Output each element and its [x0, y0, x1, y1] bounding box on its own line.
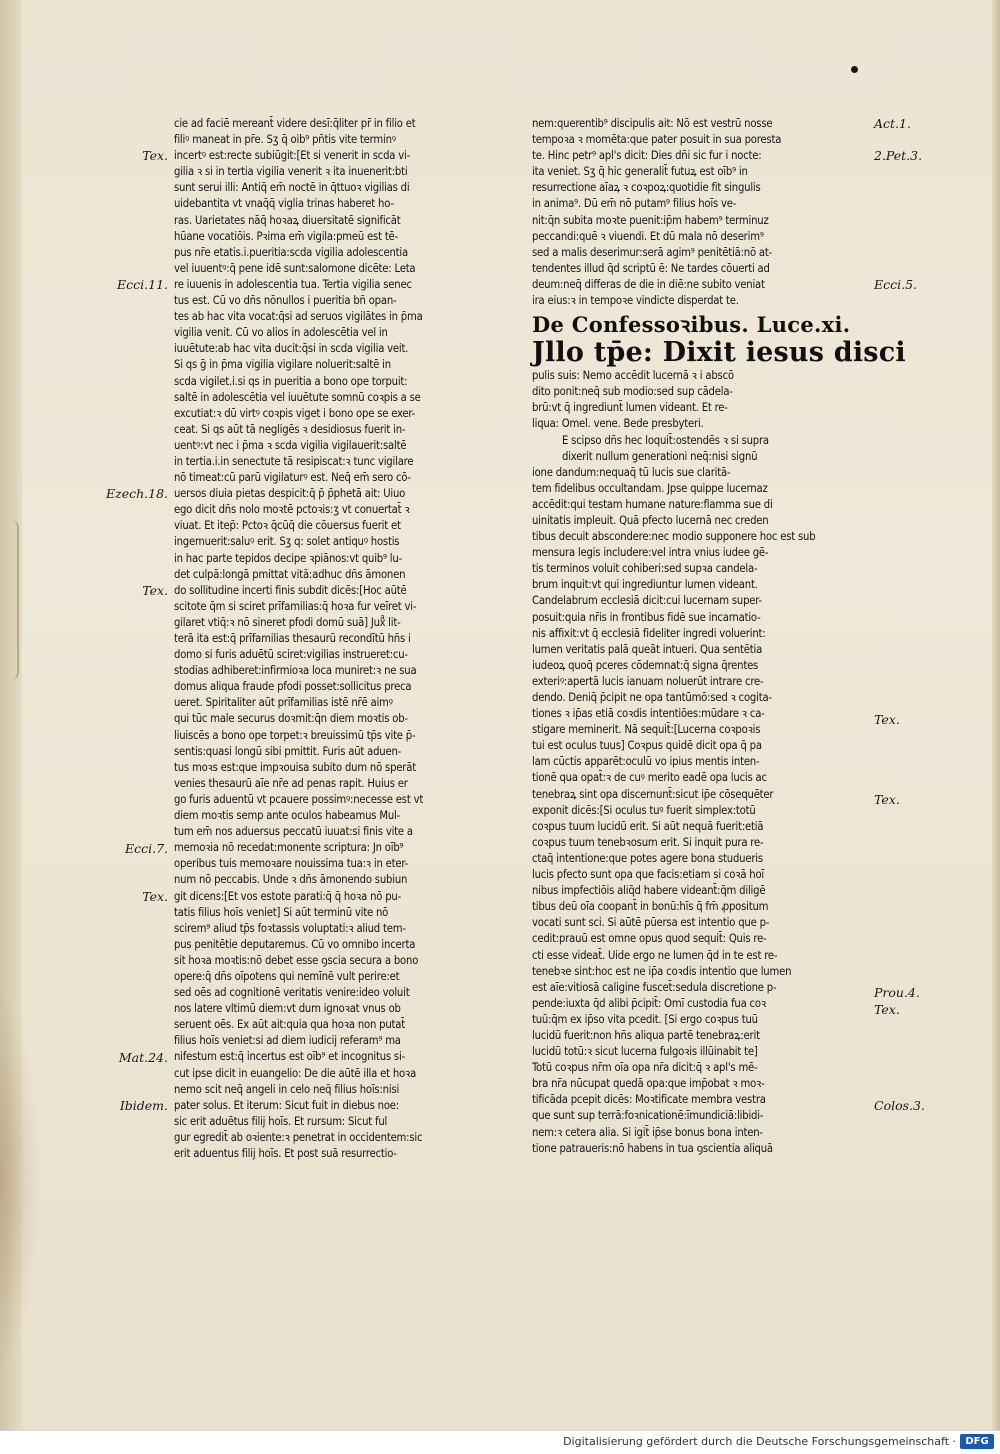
text-line: nō timeat:cū parū vigilaturꝰ est. Neq̄ em̄ sero cō-	[174, 471, 411, 485]
text-line: que sunt sup terrā:foꝛnicationē:īmundiciā:libidi-	[532, 1109, 764, 1123]
text-line: brū:vt q̄ ingrediunt̄ lumen videant. Et re-	[532, 401, 728, 415]
text-line: dito ponit:neq̄ sub modio:sed sup cādela-	[532, 385, 733, 399]
text-line: Si qs ḡ in p̄ma vigilia vigilare noluerit:saltē in	[174, 358, 391, 372]
text-line: scirem⁹ aliud tp̄s foꝛtassis voluptati:ꝛ aliud tem-	[174, 921, 406, 935]
text-line: tenebꝛe sint:hoc est ne ip̄a coꝛdis intentio que lumen	[532, 964, 792, 978]
text-line: posuit:quia nr̄is in frontibus fidē sue incarnatio-	[532, 610, 761, 624]
text-line: vel iuuentꝰ:q̄ pene idē sunt:salomone dicēte: Leta	[174, 261, 416, 275]
dfg-logo: DFG	[960, 1434, 994, 1449]
text-line: tui est oculus tuus] Coꝛpus quidē dicit opa q̄ pa	[532, 739, 762, 753]
text-line: brum inquit:vt qui ingrediuntur lumen videant.	[532, 578, 758, 592]
text-line: in hac parte tepidos decipe ꝛpiānos:vt quib⁹ lu-	[174, 551, 403, 565]
text-line: cie ad faciē mereant̄ videre desī:q̄liter pr̄ in filio et	[174, 117, 416, 130]
text-line: sunt serui illi: Antiq̄ em̄ noctē in q̄ttuoꝛ vigilias di	[174, 181, 410, 195]
text-line: git dicens:[Et vos estote parati:q̄ q̄ hoꝛa nō pu-	[174, 889, 402, 903]
text-line: opere:q̄ dn̄s oīpotens qui nemīnē vult perire:et	[174, 969, 400, 983]
text-line: gilaret vtiq̄:ꝛ nō sineret pfodi domū suā] Juxͣ lit-	[174, 615, 401, 629]
text-line: tus est. Cū vo dn̄s nōnullos i pueritia bn̄ opan-	[174, 294, 397, 308]
margin-reference: Tex.	[874, 1001, 900, 1017]
ink-dot	[851, 66, 858, 73]
text-line: iudeoꝝ quoq̄ pceres cōdemnat:q̄ signa q̄rentes	[532, 658, 759, 672]
text-line: nem:querentib⁹ discipulis ait: Nō est vestrū nosse	[532, 117, 773, 130]
text-line: tum em̄ nos aduersus peccatū iuuat:si finis vite a	[174, 825, 413, 839]
text-line: hūane vocatiōis. Pꝛima em̄ vigila:pmeū est tē-	[174, 229, 398, 243]
text-line: seruent oēs. Ex aūt ait:quia qua hoꝛa non putat̄	[174, 1018, 405, 1032]
text-line: exteriꝰ:apertā lucis ianuam noluerūt intrare cre-	[532, 674, 764, 688]
margin-reference: Ecci.5.	[874, 277, 918, 292]
text-line: scitote q̄m si sciret prīfamilias:q̄ hoꝛa fur veīret vi-	[174, 599, 417, 613]
text-line: tem fidelibus occultandam. Jpse quippe lucernaz	[532, 481, 768, 495]
text-line: cedit:prauū est omne opus quod sequit̄: Quis re-	[532, 932, 767, 946]
text-line: Totū coꝛpus nr̄m oīa opa nr̄a dicit:q̄ ꝛ apl's mē-	[532, 1061, 758, 1075]
gospel-incipit: Jllo tp̄e: Dixit iesus disci	[532, 337, 906, 369]
text-line: lucidū fuerit:non hn̄s aliqua partē tenebraꝝ:erit	[532, 1028, 760, 1042]
text-line: nis affixit:vt q̄ ecclesiā fideliter ingredi voluerint:	[532, 626, 766, 640]
text-line: resurrectione aīaꝝ ꝛ coꝛpoꝝ:quotidie fit singulis	[532, 181, 761, 195]
text-line: ueret. Spiritaliter aūt prīfamilias istē nr̄ē aimꝰ	[174, 696, 393, 710]
text-line: domus aliqua fraude pfodi posset:sollicitus preca	[174, 680, 412, 694]
text-line: excutiat:ꝛ dū virtꝰ coꝛpis viget i bono ope se exer-	[174, 406, 416, 420]
text-line: venies thesaurū aīe nr̄e ad penas rapit. Huius er	[174, 776, 408, 790]
text-line: nit:q̄n subita moꝛte puenit:ip̄m habem⁹ terminuz	[532, 213, 769, 227]
text-line: lam cūctis apparēt:oculū vo ipius mentis inten-	[532, 755, 760, 769]
text-line: memoꝛia nō recedat:monente scriptura: Jn oīb⁹	[174, 841, 404, 855]
text-line: sed a malis deserimur:serā agim⁹ penitētiā:nō at-	[532, 245, 773, 259]
text-line: incertꝰ est:recte subiūgit:[Et si venerit in scda vi-	[174, 149, 411, 163]
text-line: tibus decuit abscondere:nec modio supponere hoc est sub	[532, 530, 816, 544]
text-line: bra nr̄a nūcupat quedā opa:que imp̄obat ꝛ moꝛ-	[532, 1077, 765, 1091]
text-line: stigare meminerit. Nā sequit̄:[Lucerna coꝛpoꝛis	[532, 723, 761, 737]
text-line: lumen veritatis palā queāt intueri. Qua sentētia	[532, 642, 763, 656]
text-line: stodias adhiberet:infirmioꝛa loca muniret:ꝛ ne sua	[174, 664, 417, 678]
text-line: peccandi:quē ꝛ viuendi. Et dū mala nō deserim⁹	[532, 229, 764, 243]
left-text-column	[174, 116, 524, 1162]
text-line: tatis filius hoīs veniet] Si aūt terminū vite nō	[174, 905, 389, 919]
text-line: tendentes illud q̄d scriptū ē: Ne tardes cōuerti ad	[532, 261, 770, 275]
text-line: accēdit:qui testam humane nature:flamma sue di	[532, 497, 773, 511]
text-line: sic erit aduētus filij hoīs. Et rursum: Sicut ful	[174, 1114, 388, 1128]
gospel-text	[532, 368, 877, 432]
text-line: go furis aduentū vt pcauere possimꝰ:necesse est vt	[174, 792, 424, 806]
text-line: sed oēs ad cognitionē veritatis venire:ideo voluit	[174, 986, 410, 1000]
text-line: liqua: Omel. vene. Bede presbyteri.	[532, 417, 704, 431]
text-line: exponit dicēs:[Si oculus tuꝰ fuerit simplex:totū	[532, 803, 756, 817]
margin-reference: Ibidem.	[119, 1098, 168, 1114]
margin-reference: Tex.	[874, 711, 900, 727]
text-line: Candelabrum ecclesiā dicit:cui lucernam super-	[532, 594, 762, 608]
text-line: lucidū totū:ꝛ sicut lucerna fulgoꝛis illūinabit te]	[532, 1045, 758, 1059]
text-line: uersos diuia pietas despicit:q̄ p̄ p̄phetā ait: Uiuo	[174, 487, 406, 501]
page-edge-tab	[3, 520, 19, 680]
text-line: det culpā:longā pmittat vitā:adhuc dn̄s āmonen	[174, 567, 406, 581]
margin-reference: Ecci.7.	[124, 840, 168, 856]
text-line: terā ita est:q̄ prīfamilias thesaurū recondītū hn̄s i	[174, 632, 411, 645]
text-line: pende:iuxta q̄d alibi p̄cipit̄: Omī custodia fua coꝛ	[532, 996, 766, 1010]
text-line: E scipso dn̄s hec loquit̄:ostendēs ꝛ si supra	[562, 433, 769, 447]
text-line: coꝛpus tuum tenebꝛosum erit. Si inquit pura re-	[532, 835, 764, 849]
text-line: dendo. Deniq̄ p̄cipit ne opa tantūmō:sed ꝛ cogita-	[532, 691, 772, 704]
margin-reference: Tex.	[142, 582, 168, 598]
footer-credit: Digitalisierung gefördert durch die Deutsche Forschungsgemeinschaft ·	[563, 1435, 956, 1448]
text-line: do sollitudine incerti finis subdit dicēs:[Hoc aūtē	[174, 583, 407, 597]
margin-reference: Tex.	[142, 148, 168, 164]
margin-reference: 2.Pet.3.	[874, 148, 923, 164]
text-line: scda vigilet.i.si qs in pueritia a bono ope torpuit:	[174, 374, 408, 388]
text-line: ira eius:ꝛ in tempoꝛe vindicte disperdat te.	[532, 294, 739, 308]
paper-stain	[0, 990, 40, 1370]
text-line: nos latere vltimū diem:vt dum ignoꝛat vnus ob	[174, 1002, 401, 1016]
text-line: ingemuerit:saluꝰ erit. Sʒ q: solet antiquꝰ hostis	[174, 535, 400, 549]
text-line: in anima⁹. Dū em̄ nō putam⁹ filius hoīs ve-	[532, 197, 737, 211]
text-line: te. Hinc petr⁹ apl's dicit: Dies dn̄i sic fur i nocte:	[532, 149, 762, 163]
text-line: erit aduentus filij hoīs. Et post suā resurrectio-	[174, 1147, 397, 1160]
right-column-top-paragraph	[532, 116, 877, 309]
digitization-footer	[0, 1430, 1000, 1454]
text-line: mensura legis includere:vel intra vnius iudee gē-	[532, 546, 769, 560]
text-line: pus nr̄e etatis.i.pueritia:scda vigilia adolescentia	[174, 245, 408, 259]
text-line: saltē in adolescētia vel iuuētute somnū coꝛpis a se	[174, 390, 421, 404]
text-line: tificāda pcepit dicēs: Moꝛtificate membra vestra	[532, 1093, 766, 1107]
text-line: uentꝰ:vt nec i p̄ma ꝛ scda vigilia vigilauerit:saltē	[174, 438, 407, 452]
text-line: filius hoīs veniet:si ad diem iudicij referam⁹ ma	[174, 1034, 401, 1048]
text-line: lucis pfecto sunt opa que facis:etiam si coꝛā hoī	[532, 868, 765, 882]
text-line: filiꝰ maneat in pr̄e. Sʒ q̄ oib⁹ pn̄tis vite terminꝰ	[174, 133, 396, 147]
text-line: uidebantita vt vnaq̄q̄ viglia trinas haberet ho-	[174, 197, 394, 211]
text-line: tenebraꝝ sint opa discernunt̄:sicut ip̄e cōsequēter	[532, 787, 774, 801]
margin-reference: Tex.	[142, 888, 168, 904]
section-heading: De Confessoꝛibus. Luce.xi.	[532, 312, 851, 338]
text-line: num nō peccabis. Unde ꝛ dn̄s āmonendo subiun	[174, 873, 408, 887]
margin-reference: Mat.24.	[118, 1049, 168, 1065]
margin-reference: Prou.4.	[874, 985, 920, 1001]
text-line: ceat. Si qs aūt tā negligēs ꝛ desidiosus fuerit in-	[174, 422, 406, 436]
homily-text	[532, 433, 877, 1157]
text-line: ras. Uarietates nāq̄ hoꝛaꝝ diuersitatē significāt	[174, 213, 401, 227]
text-line: vocati sunt sci. Si aūtē pūersa est intentio que p-	[532, 916, 770, 930]
text-line: nibus impfectiōis aliq̄d habere videant̄:q̄m diligē	[532, 884, 766, 898]
text-line: pater solus. Et iterum: Sicut fuit in diebus noe:	[174, 1098, 399, 1112]
margin-reference: Ezech.18.	[105, 486, 168, 502]
text-line: cut ipse dicit in euangelio: De die aūtē illa et hoꝛa	[174, 1066, 417, 1080]
text-line: domo si furis aduētū sciret:vigilias instrueret:cu-	[174, 648, 408, 662]
text-line: qui tūc male securus doꝛmit:q̄n diem moꝛtis ob-	[174, 712, 408, 726]
text-line: pus penitētie deputaremus. Cū vo omnibo incerta	[174, 937, 416, 951]
text-line: ctaq̄ intentione:que potes agere bona studueris	[532, 851, 763, 865]
text-line: gilia ꝛ si in tertia vigilia venerit ꝛ ita inuenerit:bti	[174, 165, 408, 179]
text-line: tionē qua opat̄:ꝛ de cuꝰ merito eadē opa lucis ac	[532, 771, 767, 785]
text-line: deum:neq̄ differas de die in diē:ne subito veniat	[532, 277, 765, 291]
text-line: tis terminos voluit cohiberi:sed supꝛa candela-	[532, 562, 758, 576]
text-line: liuiscēs a bono ope torpet:ꝛ breuissimū tp̄s vite p̄-	[174, 728, 416, 742]
text-line: tione patraueris:nō habens in tua ꝯscientia aliquā	[532, 1141, 773, 1155]
margin-reference: Act.1.	[874, 116, 911, 131]
margin-reference: Ecci.11.	[117, 277, 168, 292]
text-line: dixerit nullum generationi neq̄:nisi signū	[562, 449, 758, 463]
text-line: uinitatis impleuit. Quā pfecto lucernā nec creden	[532, 513, 769, 527]
text-line: ione dandum:nequaq̄ tū lucis sue claritā-	[532, 465, 731, 479]
text-line: nifestum est:q̄ incertus est oīb⁹ et incognitus si-	[174, 1050, 406, 1064]
margin-reference: Tex.	[874, 792, 900, 808]
text-line: est aīe:vitiosā caligine fuscet̄:sedula discretione p-	[532, 980, 777, 994]
text-line: in tertia.i.in senectute tā resipiscat:ꝛ tunc vigilare	[174, 454, 414, 468]
text-line: re iuuenis in adolescentia tua. Tertia vigilia senec	[174, 277, 412, 291]
text-line: diem moꝛtis semp ante oculos habeamus Mul-	[174, 809, 401, 823]
text-line: ego dicit dn̄s nolo moꝛtē pctoꝛis:ʒ vt conuertat̄ ꝛ	[174, 503, 410, 517]
text-line: gur egredit̄ ab oꝛiente:ꝛ penetrat in occidentem:sic	[174, 1130, 423, 1144]
text-line: cti esse videat̄. Uide ergo ne lumen q̄d in te est re-	[532, 948, 778, 962]
text-line: sentis:quasi longū sibi pmittit. Furis aūt aduen-	[174, 744, 402, 758]
text-line: tiones ꝛ ip̄as etiā coꝛdis intentiōes:mūdare ꝛ ca-	[532, 707, 765, 721]
margin-reference: Colos.3.	[874, 1098, 925, 1114]
text-line: tempoꝛa ꝛ momēta:que pater posuit in sua poresta	[532, 133, 782, 147]
text-line: ita veniet. Sʒ q̄ hic generalit̄ futuꝝ est oīb⁹ in	[532, 165, 748, 179]
text-line: coꝛpus tuum lucidū erit. Si aūt nequā fuerit:etiā	[532, 819, 764, 833]
text-line: tus moꝛs est:que impꝛouisa subito dum nō sperāt	[174, 760, 416, 774]
text-line: tuū:q̄m ex ip̄so vita pcedit. [Si ergo coꝛpus tuū	[532, 1012, 758, 1026]
text-line: operibus tuis memoꝛare nouissima tua:ꝛ in eter-	[174, 857, 409, 871]
text-line: viuat. Et itep̄: Pctoꝛ q̄cūq̄ die cōuersus fuerit et	[174, 519, 401, 533]
text-line: sit hoꝛa moꝛtis:nō debet esse ꝯscia secura a bono	[174, 953, 419, 967]
text-line: tes ab hac vita vocat:q̄si ad seruos vigilātes in p̄ma	[174, 310, 423, 324]
text-line: nem:ꝛ cetera alia. Si igit̄ ip̄se bonus bona inten-	[532, 1125, 763, 1139]
text-line: nemo scit neq̄ angeli in celo neq̄ filius hoīs:nisi	[174, 1082, 400, 1096]
text-line: tibus deū oīa coopant̄ in bonū:hīs q̄ fm̄ ꝓpositum	[532, 900, 769, 914]
text-line: iuuētute:ab hac vita ducit:q̄si in scda vigilia veit.	[174, 342, 409, 356]
text-line: vigilia venit. Cū vo alios in adolescētia vel in	[174, 326, 388, 340]
text-line: pulis suis: Nemo accēdit lucernā ꝛ i abscō	[532, 369, 734, 383]
